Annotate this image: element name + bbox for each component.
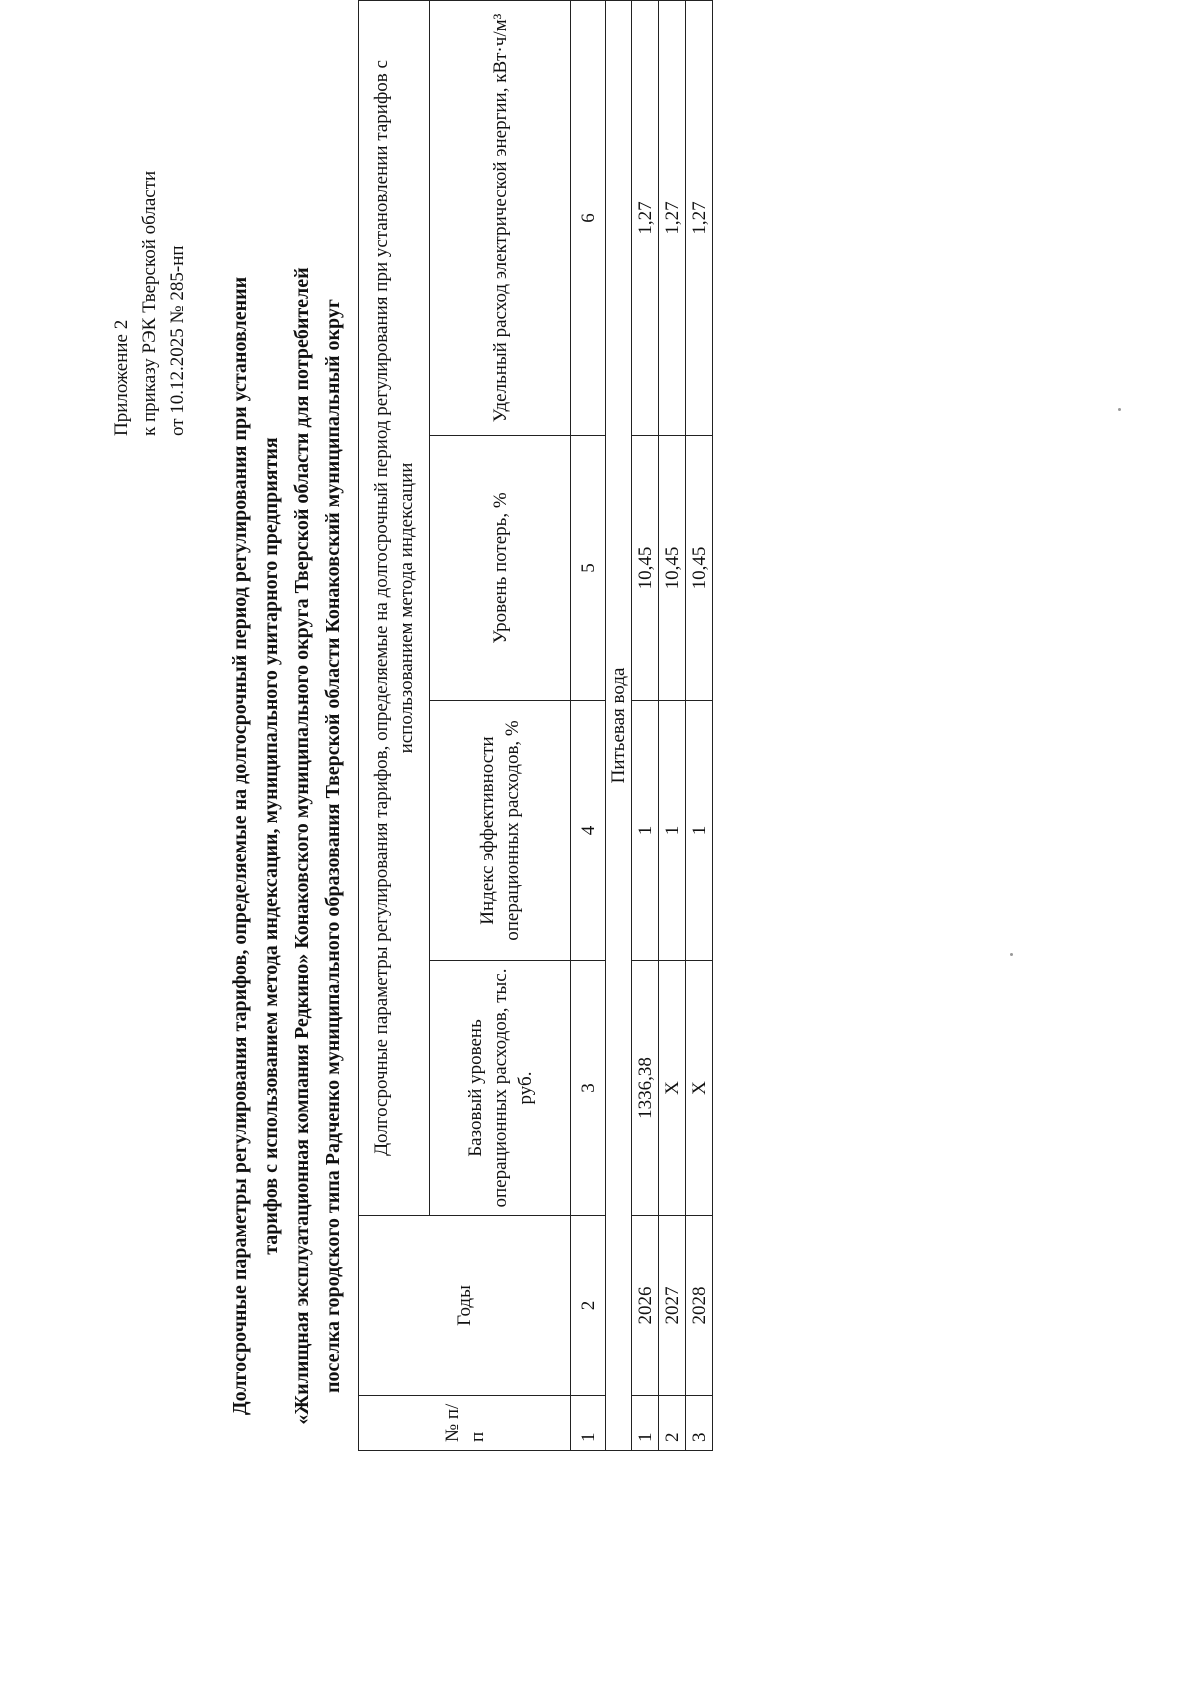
row-efficiency-index: 1 bbox=[632, 701, 659, 961]
row-num: 1 bbox=[632, 1396, 659, 1451]
scan-speck bbox=[1118, 408, 1121, 411]
document-title bbox=[225, 96, 349, 1596]
header-energy-consumption: Удельный расход электрической энергии, кВт·ч/м³ bbox=[430, 0, 571, 435]
title-line-4: поселка городского типа Радченко муниципального образования Тверской области Конаковский муниципальный округ bbox=[322, 299, 344, 1393]
header-num: № п/п bbox=[359, 1396, 571, 1451]
header-base-level: Базовый уровень операционных расходов, тыс. руб. bbox=[430, 961, 571, 1216]
column-number: 3 bbox=[571, 961, 606, 1216]
parameters-table bbox=[358, 0, 713, 1451]
row-num: 3 bbox=[686, 1396, 713, 1451]
row-year: 2028 bbox=[686, 1216, 713, 1396]
row-num: 2 bbox=[659, 1396, 686, 1451]
row-base-level: 1336,38 bbox=[632, 961, 659, 1216]
table-header-row bbox=[359, 0, 430, 1450]
column-number: 5 bbox=[571, 436, 606, 701]
header-years: Годы bbox=[359, 1216, 571, 1396]
column-number: 1 bbox=[571, 1396, 606, 1451]
annex-order-date: от 10.12.2025 № 285-нп bbox=[167, 245, 188, 436]
header-efficiency-index: Индекс эффективности операционных расходов, % bbox=[430, 701, 571, 961]
annex-order-ref: к приказу РЭК Тверской области bbox=[139, 170, 160, 436]
header-loss-level: Уровень потерь, % bbox=[430, 436, 571, 701]
row-year: 2026 bbox=[632, 1216, 659, 1396]
section-row bbox=[606, 0, 632, 1450]
row-base-level: Х bbox=[659, 961, 686, 1216]
column-number: 6 bbox=[571, 0, 606, 435]
table-row bbox=[686, 0, 713, 1450]
row-efficiency-index: 1 bbox=[686, 701, 713, 961]
column-number-row bbox=[571, 0, 606, 1450]
row-energy-consumption: 1,27 bbox=[632, 0, 659, 435]
row-loss-level: 10,45 bbox=[659, 436, 686, 701]
row-loss-level: 10,45 bbox=[686, 436, 713, 701]
column-number: 4 bbox=[571, 701, 606, 961]
row-energy-consumption: 1,27 bbox=[686, 0, 713, 435]
scan-speck bbox=[1010, 953, 1013, 956]
row-efficiency-index: 1 bbox=[659, 701, 686, 961]
annex-reference bbox=[108, 76, 192, 436]
row-loss-level: 10,45 bbox=[632, 436, 659, 701]
section-label: Питьевая вода bbox=[606, 0, 632, 1450]
title-line-3: «Жилищная эксплуатационная компания Редкино» Конаковского муниципального округа Тверской области для потребителей bbox=[291, 267, 313, 1425]
column-number: 2 bbox=[571, 1216, 606, 1396]
table-row bbox=[659, 0, 686, 1450]
title-line-1: Долгосрочные параметры регулирования тарифов, определяемые на долгосрочный период регулирования при установлении bbox=[229, 276, 251, 1416]
row-base-level: Х bbox=[686, 961, 713, 1216]
header-group: Долгосрочные параметры регулирования тарифов, определяемые на долгосрочный период регулирования при установлении тарифов с использованием метода индексации bbox=[359, 0, 430, 1215]
row-energy-consumption: 1,27 bbox=[659, 0, 686, 435]
row-year: 2027 bbox=[659, 1216, 686, 1396]
table-row bbox=[632, 0, 659, 1450]
annex-title: Приложение 2 bbox=[111, 319, 132, 436]
title-line-2: тарифов с использованием метода индексации, муниципального унитарного предприятия bbox=[260, 437, 282, 1255]
